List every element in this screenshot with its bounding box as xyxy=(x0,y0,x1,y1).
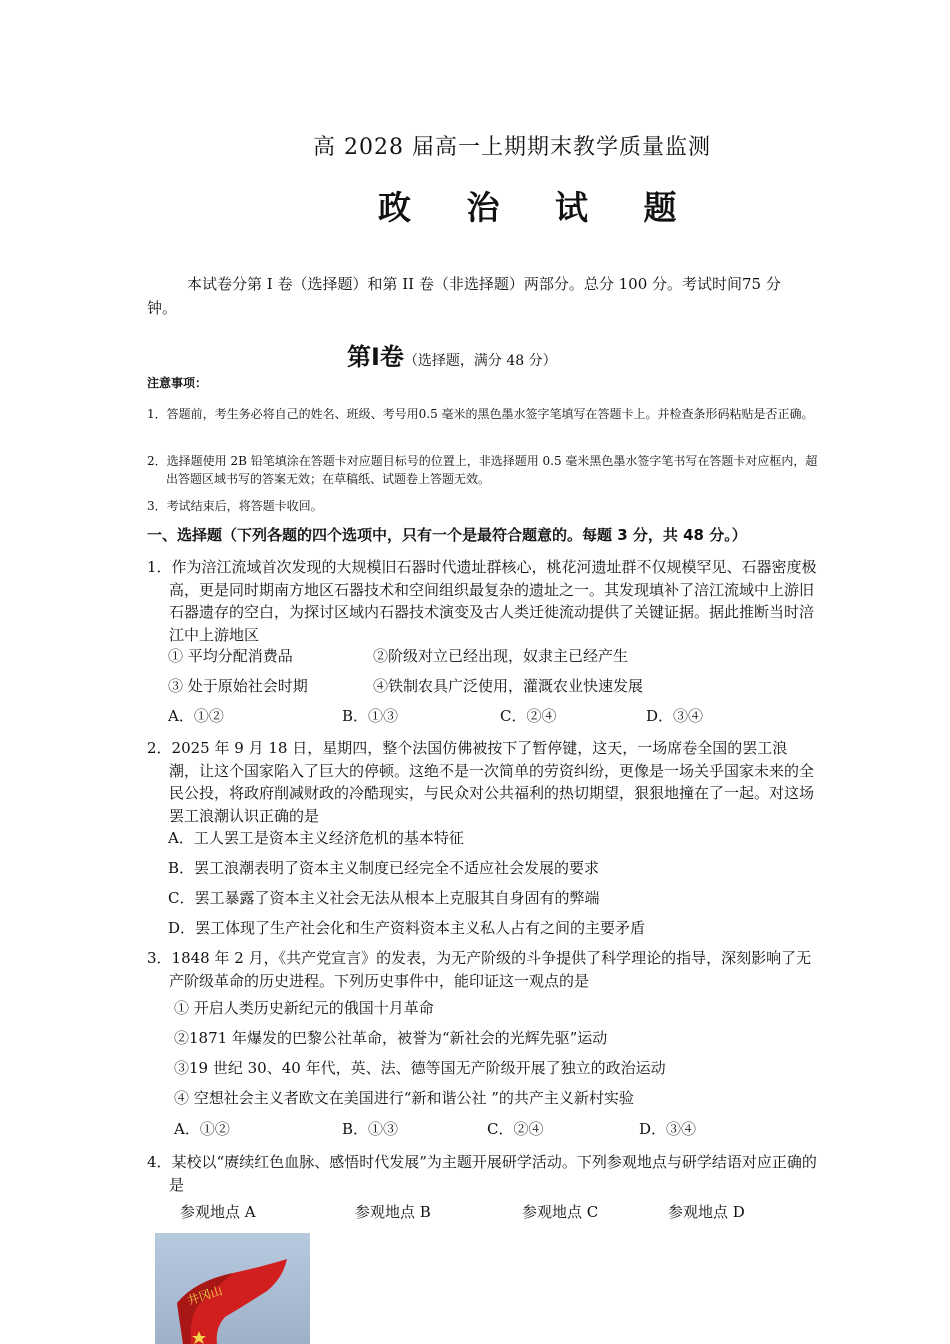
part1-subtitle: （选择题，满分 48 分） xyxy=(403,353,557,369)
q3-choice-c: C．②④ xyxy=(487,1120,544,1138)
question-2-stem: 2．2025 年 9 月 18 日，星期四，整个法国仿佛被按下了暂停键，这天，一场席卷全国的罢工浪潮，让这个国家陷入了巨大的停顿。这绝不是一次简单的劳资纠纷，更像是一场关乎国家未来的全民公投，将政府削减财政的冷酷现实，与民众对公共福利的热切期望，狠狠地撞在了一起。对这场罢工浪潮认识正确的是 xyxy=(147,739,815,825)
q3-item-1: ① 开启人类历史新纪元的俄国十月革命 xyxy=(174,999,434,1017)
q1-item-2: ②阶级对立已经出现，奴隶主已经产生 xyxy=(373,647,629,665)
q1-choice-c: C．②④ xyxy=(500,707,557,725)
notes-title: 注意事项： xyxy=(147,376,208,390)
flag-inscription: 井冈山 xyxy=(185,1283,225,1308)
q1-choice-d: D．③④ xyxy=(646,707,704,725)
q1-choice-a: A．①② xyxy=(168,707,224,725)
part1-title: 第Ⅰ卷 xyxy=(347,343,404,371)
q1-item-3: ③ 处于原始社会时期 xyxy=(168,677,308,695)
q3-choice-d: D．③④ xyxy=(639,1120,697,1138)
q2-choice-b: B．罢工浪潮表明了资本主义制度已经完全不适应社会发展的要求 xyxy=(168,859,600,877)
q1-item-1: ① 平均分配消费品 xyxy=(168,647,293,665)
question-3-stem: 3．1848 年 2 月，《共产党宣言》的发表，为无产阶级的斗争提供了科学理论的指导，深刻影响了无产阶级革命的历史进程。下列历史事件中，能印证这一观点的是 xyxy=(147,949,812,990)
q3-item-4: ④ 空想社会主义者欧文在美国进行“新和谐公社 ”的共产主义新村实验 xyxy=(174,1089,634,1107)
q2-choice-a: A．工人罢工是资本主义经济危机的基本特征 xyxy=(168,829,464,847)
q3-choice-a: A．①② xyxy=(174,1120,230,1138)
note-2: 2．选择题使用 2B 铅笔填涂在答题卡对应题目标号的位置上，非选择题用 0.5 毫米黑色墨水签字笔书写在答题卡对应框内，超出答题区域书写的答案无效；在草稿纸、试题卷上答题无效。 xyxy=(147,454,818,486)
q2-choice-c: C．罢工暴露了资本主义社会无法从根本上克服其自身固有的弊端 xyxy=(168,889,600,907)
q3-choice-b: B．①③ xyxy=(342,1120,399,1138)
q3-item-2: ②1871 年爆发的巴黎公社革命，被誉为“新社会的光辉先驱”运动 xyxy=(174,1029,608,1047)
q3-item-3: ③19 世纪 30、40 年代，英、法、德等国无产阶级开展了独立的政治运动 xyxy=(174,1059,666,1077)
note-3: 3．考试结束后，将答题卡收回。 xyxy=(147,499,323,513)
intro-text: 本试卷分第 I 卷（选择题）和第 II 卷（非选择题）两部分。总分 100 分。考试时间75 分钟。 xyxy=(147,275,781,317)
q1-choice-b: B．①③ xyxy=(342,707,399,725)
q1-item-4: ④铁制农具广泛使用，灌溉农业快速发展 xyxy=(373,677,644,695)
subject-title: 政 治 试 题 xyxy=(378,188,699,227)
q2-choice-d: D．罢工体现了生产社会化和生产资料资本主义私人占有之间的主要矛盾 xyxy=(168,919,646,937)
q4-location-d: 参观地点 D xyxy=(668,1203,745,1221)
red-flag-sculpture-image xyxy=(155,1233,310,1344)
exam-header: 高 2028 届高一上期期末教学质量监测 xyxy=(313,135,711,160)
location-a-photo xyxy=(155,1233,310,1344)
q4-location-b: 参观地点 B xyxy=(355,1203,431,1221)
q4-location-a: 参观地点 A xyxy=(180,1203,256,1221)
part1-heading xyxy=(347,337,557,372)
note-1: 1．答题前，考生务必将自己的姓名、班级、考号用0.5 毫米的黑色墨水签字笔填写在答题卡上。并检查条形码粘贴是否正确。 xyxy=(147,407,814,421)
section-heading: 一、选择题（下列各题的四个选项中，只有一个是最符合题意的。每题 3 分，共 48 分。） xyxy=(147,526,747,544)
question-1-stem: 1．作为涪江流域首次发现的大规模旧石器时代遗址群核心，桃花河遗址群不仅规模罕见、石器密度极高，更是同时期南方地区石器技术和空间组织最复杂的遗址之一。其发现填补了涪江流域中上游旧石器遗存的空白，为探讨区域内石器技术演变及古人类迁徙流动提供了关键证据。据此推断当时涪江中上游地区 xyxy=(147,558,817,644)
q4-location-c: 参观地点 C xyxy=(522,1203,599,1221)
question-4-stem: 4．某校以“赓续红色血脉、感悟时代发展”为主题开展研学活动。下列参观地点与研学结语对应正确的是 xyxy=(147,1153,817,1194)
